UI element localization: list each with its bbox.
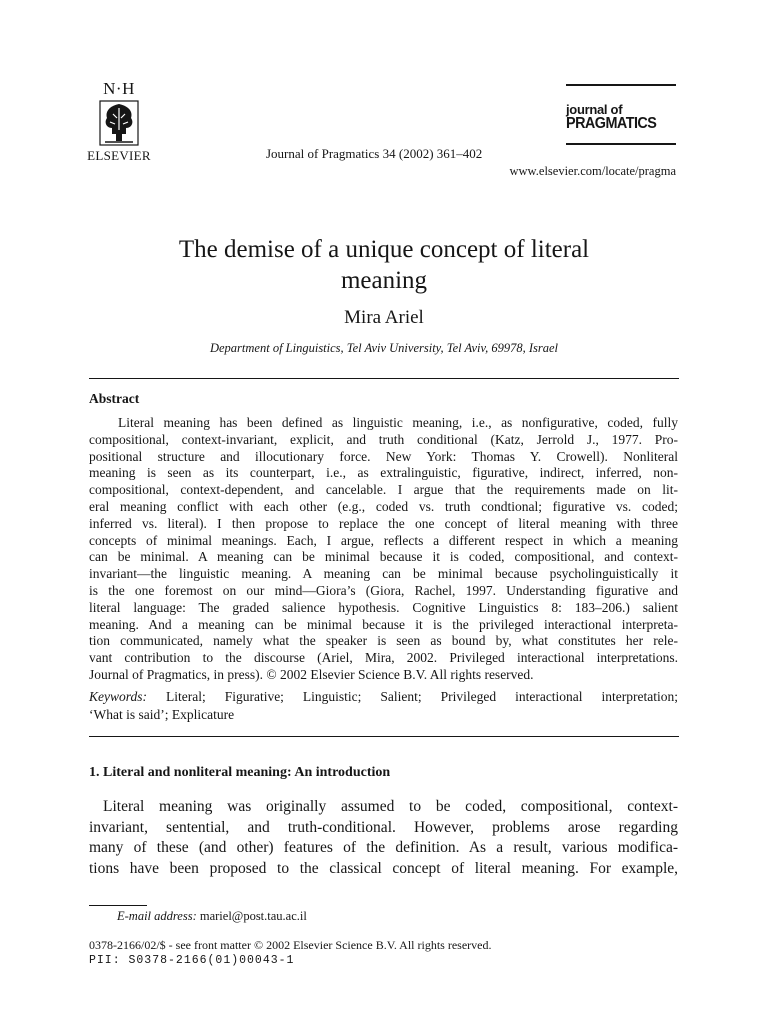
abstract-heading: Abstract [89, 391, 140, 406]
journal-name: PRAGMATICS [566, 115, 657, 132]
title-line: meaning [340, 267, 428, 294]
abstract-line: Literal meaning has been defined as linguistic meaning, i.e., as nonfigurative, coded, fully [118, 415, 678, 430]
journal-citation: Journal of Pragmatics 34 (2002) 361–402 [266, 146, 483, 161]
keywords-list: Literal; Figurative; Linguistic; Salient; Privileged interactional interpretation; [165, 689, 679, 704]
journal-of-text: journal of [566, 102, 623, 117]
title-line: The demise of a unique concept of literal [178, 236, 590, 263]
abstract-line: meaning. And a meaning can be minimal because it is the privileged interactional interpreta- [89, 616, 678, 632]
journal-logo-bottom-rule [566, 143, 676, 145]
abstract-line: is the one foremost on our mind—Giora’s (Giora, Rachel, 1997. Understanding figurative and [89, 582, 678, 598]
abstract-line: concepts of minimal meanings. Each, I argue, reflects a different respect in which a meaning [89, 532, 678, 548]
author-name: Mira Ariel [344, 307, 424, 328]
body-line: tions have been proposed to the classical concept of literal meaning. For example, [89, 859, 678, 877]
keywords [89, 688, 678, 724]
abstract-line: inferred vs. literal). I then propose to replace the one concept of literal meaning with three [89, 515, 678, 531]
abstract-line: tion communicated, namely what the speaker is seen as bound by, what constitutes her rele- [89, 633, 678, 649]
abstract-line: compositional, context-dependent, and cancelable. I argue that the requirements made on lit- [89, 482, 678, 498]
north-holland-mark: N·H [103, 79, 135, 98]
abstract-line: Journal of Pragmatics, in press). © 2002 Elsevier Science B.V. All rights reserved. [89, 666, 534, 682]
article-title [90, 234, 678, 296]
section-body [89, 797, 678, 879]
publisher-name: ELSEVIER [87, 148, 151, 163]
abstract-line: vant contribution to the discourse (Ariel, Mira, 2002. Privileged interactional interpretations. [89, 650, 678, 666]
elsevier-logo [84, 80, 154, 164]
footnote-email [117, 909, 307, 924]
abstract-line: literal language: The graded salience hypothesis. Cognitive Linguistics 8: 183–206.) salient [89, 599, 678, 615]
email-label: E-mail address: [117, 909, 197, 923]
section-heading: 1. Literal and nonliteral meaning: An introduction [89, 765, 391, 780]
abstract-body [89, 415, 678, 684]
pii-identifier: PII: S0378-2166(01)00043-1 [89, 954, 295, 967]
author-affiliation: Department of Linguistics, Tel Aviv University, Tel Aviv, 69978, Israel [209, 341, 559, 355]
body-line: many of these (and other) features of the definition. As a result, various modifica- [89, 839, 678, 856]
abstract-top-rule [89, 378, 679, 379]
journal-url[interactable]: www.elsevier.com/locate/pragma [509, 164, 676, 178]
abstract-line: can be minimal. A meaning can be minimal because it is coded, compositional, and context- [89, 549, 678, 565]
abstract-line: eral meaning conflict with each other (e.g., coded vs. truth condtional; figurative vs. coded; [89, 498, 678, 514]
email-address[interactable]: mariel@post.tau.ac.il [199, 909, 307, 923]
keywords-line: ‘What is said’; Explicature [89, 707, 235, 722]
abstract-line: positional structure and illocutionary force. New York: Thomas Y. Crowell). Nonliteral [89, 448, 678, 464]
keywords-line [89, 688, 678, 706]
abstract-line: meaning is seen as its counterpart, i.e., as extralinguistic, figurative, indirect, inferred, non- [89, 465, 678, 481]
elsevier-tree-icon [99, 100, 139, 146]
journal-logo-top-rule [566, 84, 676, 86]
abstract-line: invariant—the linguistic meaning. A meaning can be minimal because psycholinguistically it [89, 566, 678, 582]
abstract-bottom-rule [89, 736, 679, 737]
body-line: Literal meaning was originally assumed to be coded, compositional, context- [103, 798, 678, 815]
body-line: invariant, sentential, and truth-conditional. However, problems arose regarding [89, 818, 678, 836]
front-matter-notice: 0378-2166/02/$ - see front matter © 2002 Elsevier Science B.V. All rights reserved. [89, 938, 492, 952]
journal-logo [566, 84, 676, 145]
abstract-line: compositional, context-invariant, explicit, and truth conditional (Katz, Jerrold J., 1977. Pro- [89, 431, 678, 447]
keywords-label: Keywords: [89, 689, 147, 704]
footnote-rule [89, 905, 147, 906]
